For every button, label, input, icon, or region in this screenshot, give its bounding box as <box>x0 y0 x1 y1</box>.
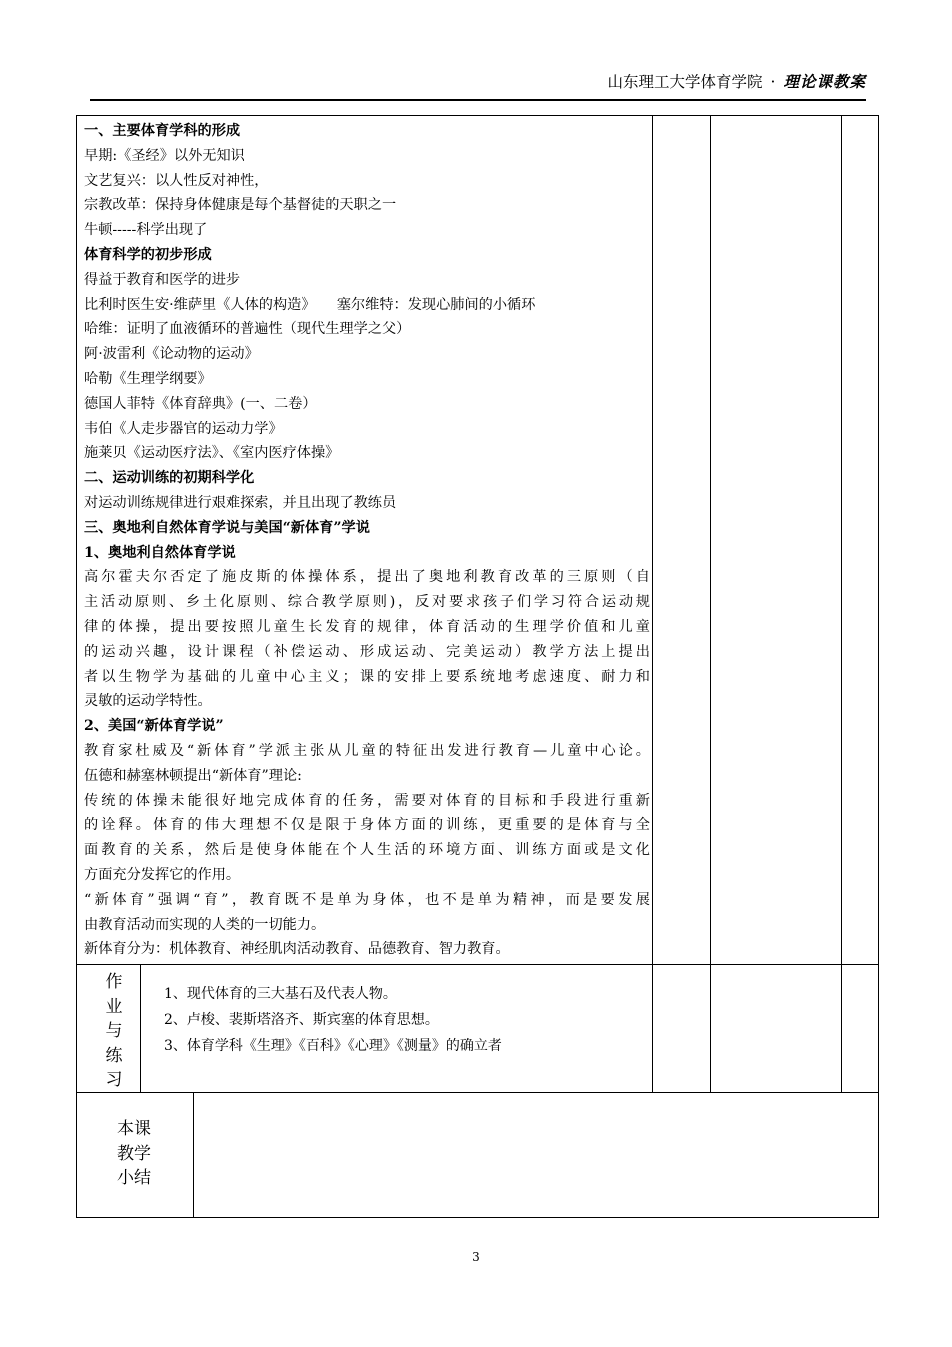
content-line: 2、美国“新体育学说” <box>84 718 224 735</box>
content-line: 高尔霍夫尔否定了施皮斯的体操体系，提出了奥地利教育改革的三原则（自 <box>84 569 650 586</box>
homework-label-char: 业 <box>105 996 123 1017</box>
lesson-content <box>84 119 650 962</box>
homework-label-char: 练 <box>105 1045 123 1066</box>
homework-label-char: 作 <box>105 972 123 992</box>
content-line: 得益于教育和医学的进步 <box>84 271 241 288</box>
content-line: 灵敏的运动学特性。 <box>84 693 212 710</box>
content-line: 韦伯《人走步器官的运动力学》 <box>84 420 283 437</box>
homework-item: 3、体育学科《生理》《百科》《心理》《测量》的确立者 <box>164 1038 502 1054</box>
homework-label <box>96 970 132 1093</box>
content-line: 主活动原则、乡土化原则、综合教学原则)，反对要求孩子们学习符合运动规 <box>84 594 650 611</box>
content-line: 教育家杜威及“新体育”学派主张从儿童的特征出发进行教育—儿童中心论。 <box>84 742 650 759</box>
content-line: 宗教改革：保持身体健康是每个基督徒的天职之一 <box>84 197 397 214</box>
content-line: 哈维：证明了血液循环的普遍性（现代生理学之父） <box>84 321 411 338</box>
content-line: 体育科学的初步形成 <box>84 246 212 263</box>
content-line: 一、主要体育学科的形成 <box>84 123 241 139</box>
content-line: 施莱贝《运动医疗法》、《室内医疗体操》 <box>84 445 340 462</box>
content-line: “新体育”强调“育”，教育既不是单为身体，也不是单为精神，而是要发展 <box>84 891 650 908</box>
homework-item: 2、卢梭、裴斯塔洛齐、斯宾塞的体育思想。 <box>164 1012 439 1028</box>
summary-label <box>110 1117 158 1191</box>
content-line: 阿·波雷利《论动物的运动》 <box>84 346 259 363</box>
summary-label-divider <box>193 1092 194 1218</box>
table-column-divider <box>710 115 711 1093</box>
page-header <box>90 70 866 98</box>
content-line: 德国人菲特《体育辞典》(一、二卷） <box>84 395 317 412</box>
content-line: 三、奥地利自然体育学说与美国“新体育”学说 <box>84 519 370 536</box>
content-line: 由教育活动而实现的人类的一切能力。 <box>84 916 326 933</box>
table-column-divider <box>841 115 842 1093</box>
content-line: 1、奥地利自然体育学说 <box>84 544 236 561</box>
doc-type: 理论课教案 <box>783 72 866 91</box>
content-line: 传统的体操未能很好地完成体育的任务，需要对体育的目标和手段进行重新 <box>84 792 650 809</box>
content-line: 新体育分为：机体教育、神经肌肉活动教育、品德教育、智力教育。 <box>84 941 510 958</box>
header-separator: · <box>770 73 776 91</box>
homework-label-divider <box>140 964 141 1093</box>
summary-label-line: 本课 <box>117 1119 151 1139</box>
content-line: 的诠释。体育的伟大理想不仅是限于身体方面的训练，更重要的是体育与全 <box>84 817 650 834</box>
content-line: 文艺复兴：以人性反对神性， <box>84 172 269 189</box>
content-line: 对运动训练规律进行艰难探索，并且出现了教练员 <box>84 494 397 511</box>
content-line: 早期:《圣经》以外无知识 <box>84 147 245 164</box>
content-line: 牛顿-----科学出现了 <box>84 222 208 239</box>
content-line: 面教育的关系，然后是使身体能在个人生活的环境方面、训练方面或是文化 <box>84 842 650 859</box>
content-line: 二、运动训练的初期科学化 <box>84 470 255 487</box>
homework-item: 1、现代体育的三大基石及代表人物。 <box>164 986 397 1002</box>
summary-label-line: 教学 <box>117 1143 151 1164</box>
content-line: 方面充分发挥它的作用。 <box>84 866 241 883</box>
homework-list <box>164 981 502 1059</box>
header-rule <box>90 99 866 101</box>
summary-label-line: 小结 <box>117 1168 151 1188</box>
homework-label-char: 与 <box>105 1021 123 1041</box>
content-line: 律的体操，提出要按照儿童生长发育的规律，体育活动的生理学价值和儿童 <box>84 618 650 635</box>
table-column-divider <box>652 115 653 1093</box>
content-line: 的运动兴趣，设计课程（补偿运动、形成运动、完美运动）教学方法上提出 <box>84 643 650 660</box>
content-line: 伍德和赫塞林顿提出“新体育”理论: <box>84 767 302 784</box>
homework-label-char: 习 <box>105 1070 123 1090</box>
summary-body <box>200 1100 870 1210</box>
content-line: 者以生物学为基础的儿童中心主义；课的安排上要系统地考虑速度、耐力和 <box>84 668 650 685</box>
school-name: 山东理工大学体育学院 <box>607 73 763 91</box>
content-line: 比利时医生安·维萨里《人体的构造》 塞尔维特：发现心肺间的小循环 <box>84 296 536 313</box>
content-line: 哈勒《生理学纲要》 <box>84 370 212 387</box>
page-number: 3 <box>472 1250 480 1264</box>
homework-row-top <box>76 964 879 965</box>
